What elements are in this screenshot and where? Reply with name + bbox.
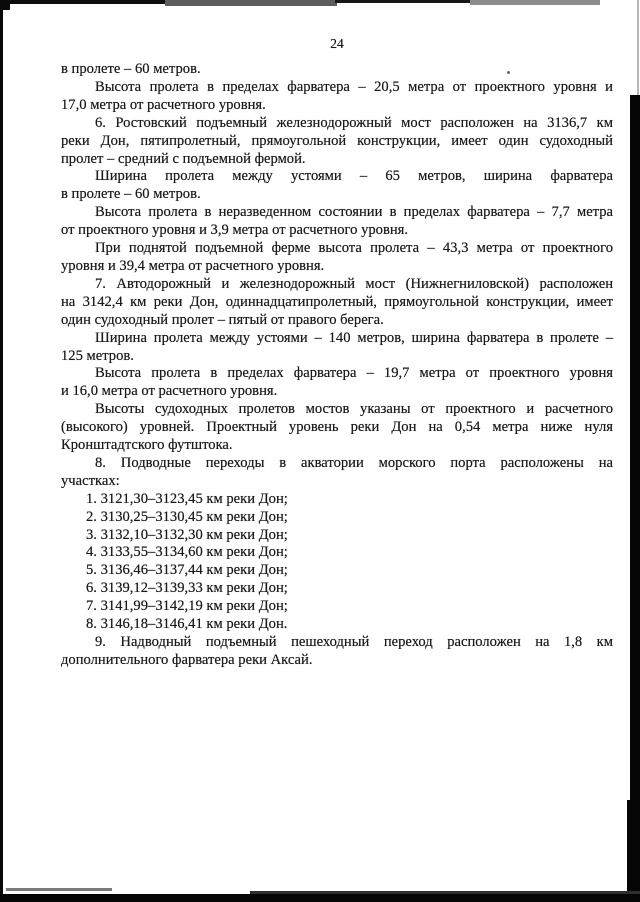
text-line-4: 6. Ростовский подъемный железнодорожный мост расположен на 3136,7 км bbox=[95, 114, 613, 131]
text-line-7: Ширина пролета между устоями – 65 метров, ширина фарватера bbox=[95, 168, 613, 185]
text-line-15: один судоходный пролет – пятый от правого берега. bbox=[61, 311, 384, 328]
text-line-21: (высокого) уровней. Проектный уровень реки Дон на 0,54 метра ниже нуля bbox=[61, 419, 613, 436]
scan-edge-bottom bbox=[0, 894, 640, 902]
text-line-16: Ширина пролета между устоями – 140 метров, ширина фарватера в пролете – bbox=[95, 329, 613, 346]
text-line-31: 7. 3141,99–3142,19 км реки Дон; bbox=[86, 598, 288, 615]
text-line-12: уровня и 39,4 метра от расчетного уровня. bbox=[61, 257, 325, 274]
text-line-27: 3. 3132,10–3132,30 км реки Дон; bbox=[86, 526, 288, 543]
page-number: 24 bbox=[330, 36, 344, 51]
text-line-14: на 3142,4 км реки Дон, одиннадцатипролетный, прямоугольной конструкции, имеет bbox=[61, 293, 613, 310]
scan-edge-top-streak bbox=[165, 0, 337, 6]
text-line-32: 8. 3146,18–3146,41 км реки Дон. bbox=[86, 616, 288, 633]
scan-edge-corner bbox=[0, 0, 10, 10]
text-line-23: 8. Подводные переходы в акватории морского порта расположены на bbox=[95, 454, 613, 471]
scan-edge-top bbox=[0, 0, 172, 4]
text-line-22: Кронштадтского футштока. bbox=[61, 437, 233, 454]
text-line-1: в пролете – 60 метров. bbox=[61, 61, 201, 77]
text-line-8: в пролете – 60 метров. bbox=[61, 186, 201, 203]
text-line-19: и 16,0 метра от расчетного уровня. bbox=[61, 383, 278, 400]
scan-edge-bottom-streak bbox=[6, 888, 112, 891]
text-line-24: участках: bbox=[61, 472, 120, 489]
text-line-2: Высота пролета в пределах фарватера – 20,5 метра от проектного уровня и bbox=[95, 78, 613, 95]
text-line-3: 17,0 метра от расчетного уровня. bbox=[61, 96, 266, 113]
text-line-30: 6. 3139,12–3139,33 км реки Дон; bbox=[86, 580, 288, 597]
scan-edge-right bbox=[630, 95, 640, 902]
scan-edge-right-faint bbox=[637, 0, 639, 100]
scan-edge-top bbox=[335, 0, 473, 3]
text-line-13: 7. Автодорожный и железнодорожный мост (Нижнегниловской) расположен bbox=[95, 275, 613, 292]
scan-edge-right bbox=[627, 800, 640, 902]
text-line-9: Высота пролета в неразведенном состоянии в пределах фарватера – 7,7 метра bbox=[95, 204, 613, 221]
text-line-11: При поднятой подъемной ферме высота пролета – 43,3 метра от проектного bbox=[95, 240, 613, 257]
text-line-20: Высоты судоходных пролетов мостов указаны от проектного и расчетного bbox=[95, 401, 613, 418]
scan-edge-left bbox=[0, 0, 3, 902]
text-line-25: 1. 3121,30–3123,45 км реки Дон; bbox=[86, 490, 288, 507]
scan-edge-bottom-streak bbox=[250, 891, 640, 895]
text-line-6: пролет – средний с подъемной фермой. bbox=[61, 150, 306, 167]
text-line-28: 4. 3133,55–3134,60 км реки Дон; bbox=[86, 544, 288, 561]
text-line-5: реки Дон, пятипролетный, прямоугольной конструкции, имеет один судоходный bbox=[61, 132, 613, 149]
text-line-29: 5. 3136,46–3137,44 км реки Дон; bbox=[86, 562, 288, 579]
document-body bbox=[61, 61, 613, 670]
text-line-10: от проектного уровня и 3,9 метра от расчетного уровня. bbox=[61, 222, 409, 239]
text-line-26: 2. 3130,25–3130,45 км реки Дон; bbox=[86, 508, 288, 525]
text-line-34: дополнительного фарватера реки Аксай. bbox=[61, 651, 313, 668]
text-line-17: 125 метров. bbox=[61, 347, 134, 364]
text-line-18: Высота пролета в пределах фарватера – 19,7 метра от проектного уровня bbox=[95, 365, 613, 382]
scan-edge-top-streak bbox=[470, 0, 600, 5]
text-line-33: 9. Надводный подъемный пешеходный переход расположен на 1,8 км bbox=[95, 634, 613, 650]
